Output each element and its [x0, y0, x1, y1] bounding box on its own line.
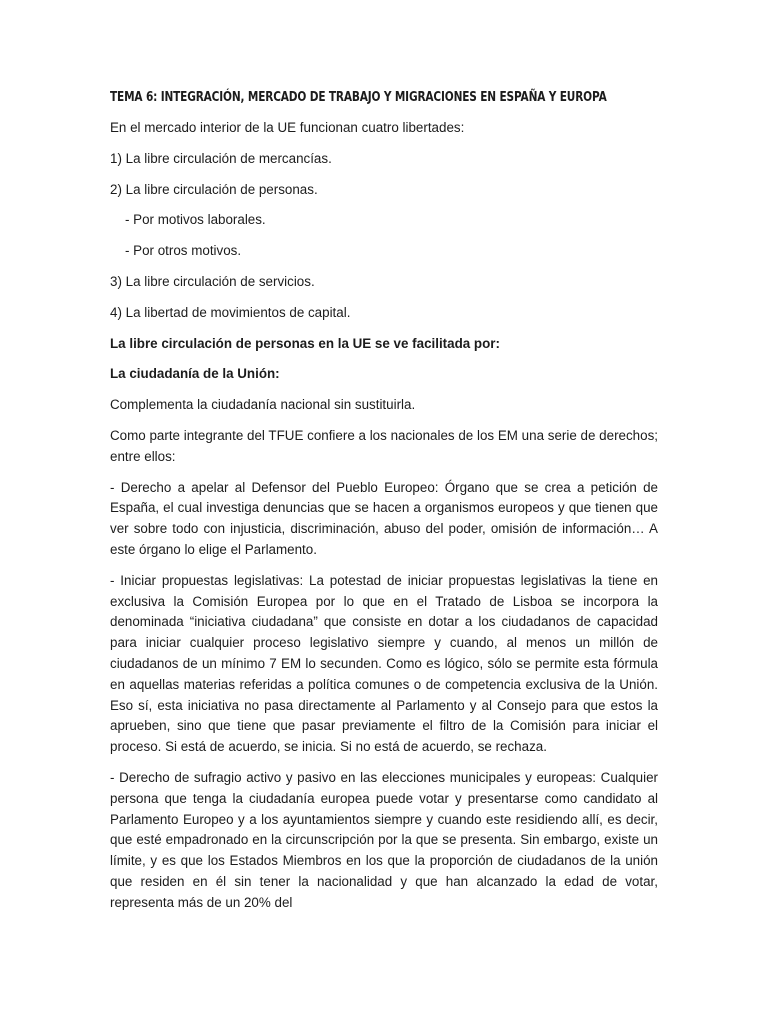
freedom-capital: 4) La libertad de movimientos de capital. [110, 304, 351, 320]
section-heading-facilitated: La libre circulación de personas en la UE se ve facilitada por: [110, 335, 500, 351]
freedom-persons-other: - Por otros motivos. [125, 243, 242, 259]
complement-paragraph: Complementa la ciudadanía nacional sin sustituirla. [110, 397, 416, 413]
right-initiative-paragraph: - Iniciar propuestas legislativas: La potestad de iniciar propuestas legislativas la tiene en exclusiva la Comisión Europea por lo que en el Tratado de Lisboa se incorpora la denominada “iniciativa ciudadana” que consiste en dotar a los ciudadanos de capacidad para iniciar cualquier proceso legislativo siempre y cuando, al menos un millón de ciudadanos de un mínimo 7 EM lo secunden. Como es lógico, sólo se permite esta fórmula en aquellas materias referidas a política comunes o de competencia exclusiva de la Unión. Eso sí, esta iniciativa no pasa directamente al Parlamento y al Consejo para que estos la aprueben, sino que tiene que pasar previamente el filtro de la Comisión para iniciar el proceso. Si está de acuerdo, se inicia. Si no está de acuerdo, se rechaza. [110, 572, 658, 755]
section-heading-citizenship: La ciudadanía de la Unión: [110, 366, 280, 382]
freedom-persons: 2) La libre circulación de personas. [110, 181, 318, 197]
document-title: TEMA 6: INTEGRACIÓN, MERCADO DE TRABAJO Y MIGRACIONES EN ESPAÑA Y EUROPA [110, 90, 607, 105]
freedom-services: 3) La libre circulación de servicios. [110, 273, 315, 289]
document-body [110, 88, 658, 924]
intro-paragraph: En el mercado interior de la UE funcionan cuatro libertades: [110, 120, 465, 135]
freedom-goods: 1) La libre circulación de mercancías. [110, 150, 332, 166]
rights-intro-paragraph: Como parte integrante del TFUE confiere a los nacionales de los EM una serie de derechos; entre ellos: [110, 427, 658, 464]
right-suffrage-paragraph: - Derecho de sufragio activo y pasivo en las elecciones municipales y europeas: Cualquier persona que tenga la ciudadanía europea puede votar y presentarse como candidato al Parlamento Europeo y a los ayuntamientos siempre y cuando este residiendo allí, es decir, que esté empadronado en la circunscripción por la que se presenta. Sin embargo, existe un límite, y es que los Estados Miembros en los que la proporción de ciudadanos de la unión que residen en él sin tener la nacionalidad y que han alcanzado la edad de votar, representa más de un 20% del [110, 769, 658, 910]
right-ombudsman-paragraph: - Derecho a apelar al Defensor del Pueblo Europeo: Órgano que se crea a petición de España, el cual investiga denuncias que se hacen a organismos europeos y que tienen que ver sobre todo con injusticia, discriminación, abuso del poder, omisión de información… A este órgano lo elige el Parlamento. [110, 479, 658, 557]
freedom-persons-work: - Por motivos laborales. [125, 212, 266, 228]
